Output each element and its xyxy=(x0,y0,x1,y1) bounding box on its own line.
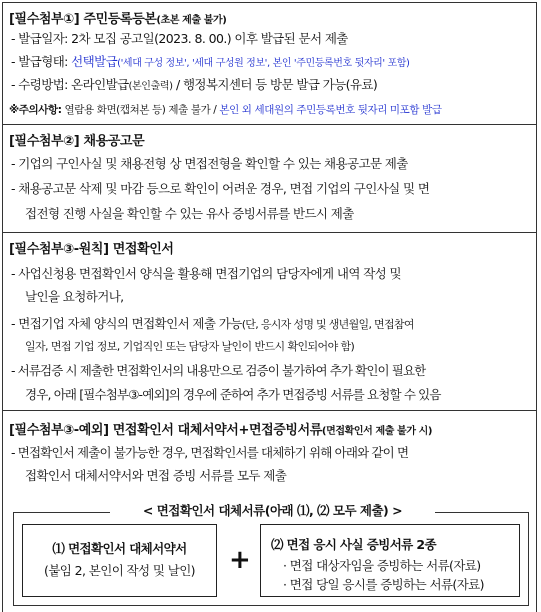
confirmation-line-2a-note: (단, 응시자 성명 및 생년월일, 면접참여 xyxy=(241,318,414,331)
section-interview-confirmation xyxy=(2,232,537,412)
evidence-item-1: · 면접 대상자임을 증빙하는 서류(자료) xyxy=(283,558,481,573)
plus-sign: + xyxy=(229,545,251,575)
method-small: (본인출력) xyxy=(128,81,173,92)
section-2-title: [필수첨부②] 채용공고문 xyxy=(9,134,145,149)
issue-date-line: - 발급일자: 2차 모집 공고일(2023. 8. 00.) 이후 발급된 문서 제출 xyxy=(11,31,348,46)
job-posting-line-1: - 기업의 구인사실 및 채용전형 상 면접전형을 확인할 수 있는 채용공고문 제출 xyxy=(11,156,408,171)
caution-blue-text: 본인 외 세대원의 주민등록번호 뒷자리 미포함 발급 xyxy=(219,104,442,116)
section-1-title-text: [필수첨부①] 주민등록등본 xyxy=(9,12,157,27)
pledge-box-note: (붙임 2, 본인이 작성 및 날인) xyxy=(44,563,195,578)
caution-text: 열람용 화면(캡쳐본 등) 제출 불가 / xyxy=(61,104,220,116)
confirmation-line-2a-text: - 면접기업 자체 양식의 면접확인서 제출 가능 xyxy=(11,316,242,331)
issue-type-prefix: - 발급형태: xyxy=(11,54,72,69)
section-job-posting xyxy=(2,124,537,234)
alternative-pledge-box xyxy=(22,524,217,597)
section-4-title-text: [필수첨부③-예외] 면접확인서 대체서약서+면접증빙서류 xyxy=(9,423,322,438)
pledge-box-title: ⑴ 면접확인서 대체서약서 xyxy=(52,541,187,556)
section-1-title xyxy=(9,8,226,27)
job-posting-line-2a: - 채용공고문 삭제 및 마감 등으로 확인이 어려운 경우, 면접 기업의 구인사실 및 면 xyxy=(11,181,430,196)
evidence-item-2: · 면접 당일 응시를 증빙하는 서류(자료) xyxy=(283,577,484,592)
caution-line xyxy=(9,101,532,119)
job-posting-line-2b: 접전형 진행 사실을 확인할 수 있는 유사 증빙서류를 반드시 제출 xyxy=(25,206,354,221)
confirmation-line-2b: 일자, 면접 기업 정보, 기업직인 또는 담당자 날인이 반드시 확인되어야 함) xyxy=(25,340,355,353)
method-prefix: - 수령방법: 온라인발급 xyxy=(11,77,129,92)
confirmation-line-3b: 경우, 아래 [필수첨부③-예외]의 경우에 준하여 추가 면접증빙 서류를 요청할 수 있음 xyxy=(25,387,441,402)
method-suffix: / 행정복지센터 등 방문 발급 가능(유료) xyxy=(172,77,378,92)
confirmation-line-3a: - 서류검증 시 제출한 면접확인서의 내용만으로 검증이 불가하여 추가 확인이 필요한 xyxy=(11,363,426,378)
issue-type-detail: ('세대 구성 정보', '세대 구성원 정보', 본인 '주민등록번호 뒷자리' 포함) xyxy=(117,58,410,69)
issue-type-line xyxy=(11,53,532,73)
confirmation-line-1b: 날인을 요청하거나, xyxy=(25,289,124,304)
evidence-box-title: ⑵ 면접 응시 사실 증빙서류 2종 xyxy=(271,537,436,552)
exception-line-1b: 접확인서 대체서약서와 면접 증빙 서류를 모두 제출 xyxy=(25,468,287,483)
section-4-title-note: (면접확인서 제출 불가 시) xyxy=(321,426,433,437)
receipt-method-line xyxy=(11,76,532,96)
confirmation-line-1a: - 사업신청용 면접확인서 양식을 활용해 면접기업의 담당자에게 내역 작성 및 xyxy=(11,266,401,281)
section-4-title xyxy=(9,419,432,438)
caution-label: ※주의사항: xyxy=(9,104,62,116)
alternative-documents-title: < 면접확인서 대체서류(아래 ⑴, ⑵ 모두 제출) > xyxy=(110,500,435,522)
exception-line-1a: - 면접확인서 제출이 불가능한 경우, 면접확인서를 대체하기 위해 아래와 같이 면 xyxy=(11,445,409,460)
section-1-title-note: (초본 제출 불가) xyxy=(156,15,227,26)
confirmation-line-2a xyxy=(11,315,532,334)
interview-evidence-box xyxy=(260,524,520,597)
issue-type-main: 선택발급 xyxy=(71,54,118,69)
section-3-title: [필수첨부③-원칙] 면접확인서 xyxy=(9,242,174,257)
section-resident-registration xyxy=(2,2,537,128)
